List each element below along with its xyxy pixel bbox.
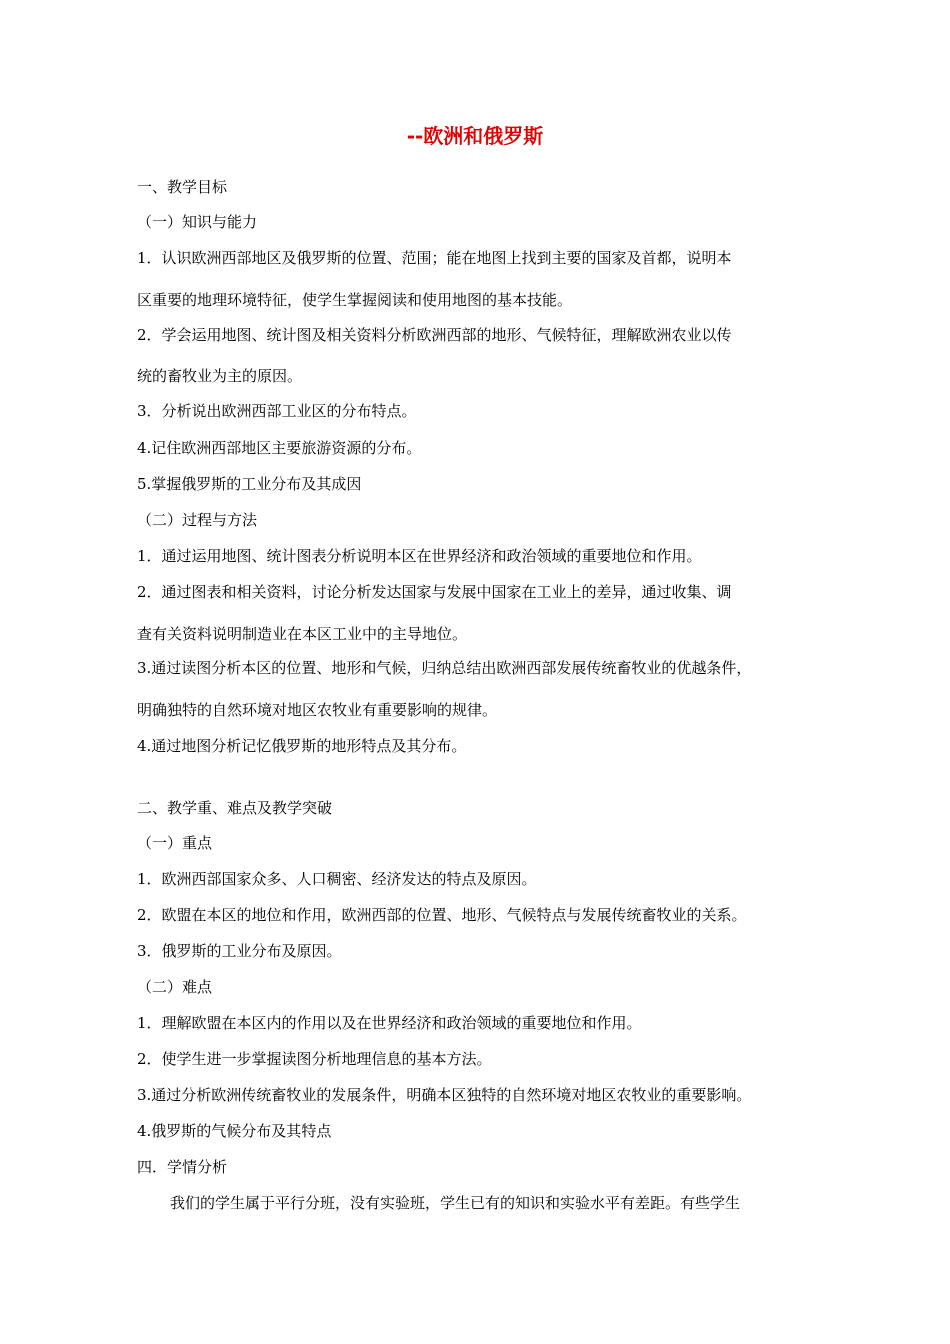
paragraph-line: 统的畜牧业为主的原因。	[137, 367, 303, 385]
paragraph-line: 3.通过读图分析本区的位置、地形和气候，归纳总结出欧洲西部发展传统畜牧业的优越条件，	[137, 659, 752, 677]
heading-student-analysis: 四．学情分析	[137, 1158, 228, 1176]
paragraph-line: 1．认识欧洲西部地区及俄罗斯的位置、范围；能在地图上找到主要的国家及首都，说明本	[137, 249, 732, 267]
subheading-process: （二）过程与方法	[137, 511, 258, 529]
heading-teaching-goals: 一、教学目标	[137, 178, 228, 196]
paragraph-line: 我们的学生属于平行分班，没有实验班，学生已有的知识和实验水平有差距。有些学生	[170, 1194, 741, 1212]
paragraph-line: 1．欧洲西部国家众多、人口稠密、经济发达的特点及原因。	[137, 870, 537, 888]
paragraph-line: 2．学会运用地图、统计图及相关资料分析欧洲西部的地形、气候特征，理解欧洲农业以传	[137, 326, 732, 344]
subheading-key: （一）重点	[137, 834, 213, 852]
paragraph-line: 5.掌握俄罗斯的工业分布及其成因	[137, 475, 362, 493]
paragraph-line: 1．通过运用地图、统计图表分析说明本区在世界经济和政治领域的重要地位和作用。	[137, 547, 702, 565]
document-title: --欧洲和俄罗斯	[406, 124, 544, 148]
subheading-knowledge: （一）知识与能力	[137, 213, 258, 231]
paragraph-line: 4.通过地图分析记忆俄罗斯的地形特点及其分布。	[137, 737, 467, 755]
paragraph-line: 1．理解欧盟在本区内的作用以及在世界经济和政治领域的重要地位和作用。	[137, 1014, 642, 1032]
paragraph-line: 3．分析说出欧洲西部工业区的分布特点。	[137, 402, 417, 420]
paragraph-line: 明确独特的自然环境对地区农牧业有重要影响的规律。	[137, 701, 498, 719]
paragraph-line: 2．通过图表和相关资料，讨论分析发达国家与发展中国家在工业上的差异，通过收集、调	[137, 583, 732, 601]
paragraph-line: 查有关资料说明制造业在本区工业中的主导地位。	[137, 625, 468, 643]
paragraph-line: 2．使学生进一步掌握读图分析地理信息的基本方法。	[137, 1050, 492, 1068]
paragraph-line: 4.俄罗斯的气候分布及其特点	[137, 1122, 332, 1140]
heading-key-points: 二、教学重、难点及教学突破	[137, 799, 333, 817]
subheading-difficult: （二）难点	[137, 978, 213, 996]
paragraph-line: 3．俄罗斯的工业分布及原因。	[137, 942, 342, 960]
paragraph-line: 4.记住欧洲西部地区主要旅游资源的分布。	[137, 439, 422, 457]
paragraph-line: 3.通过分析欧洲传统畜牧业的发展条件，明确本区独特的自然环境对地区农牧业的重要影响。	[137, 1086, 752, 1104]
paragraph-line: 区重要的地理环境特征，使学生掌握阅读和使用地图的基本技能。	[137, 291, 573, 309]
paragraph-line: 2．欧盟在本区的地位和作用，欧洲西部的位置、地形、气候特点与发展传统畜牧业的关系。	[137, 906, 747, 924]
